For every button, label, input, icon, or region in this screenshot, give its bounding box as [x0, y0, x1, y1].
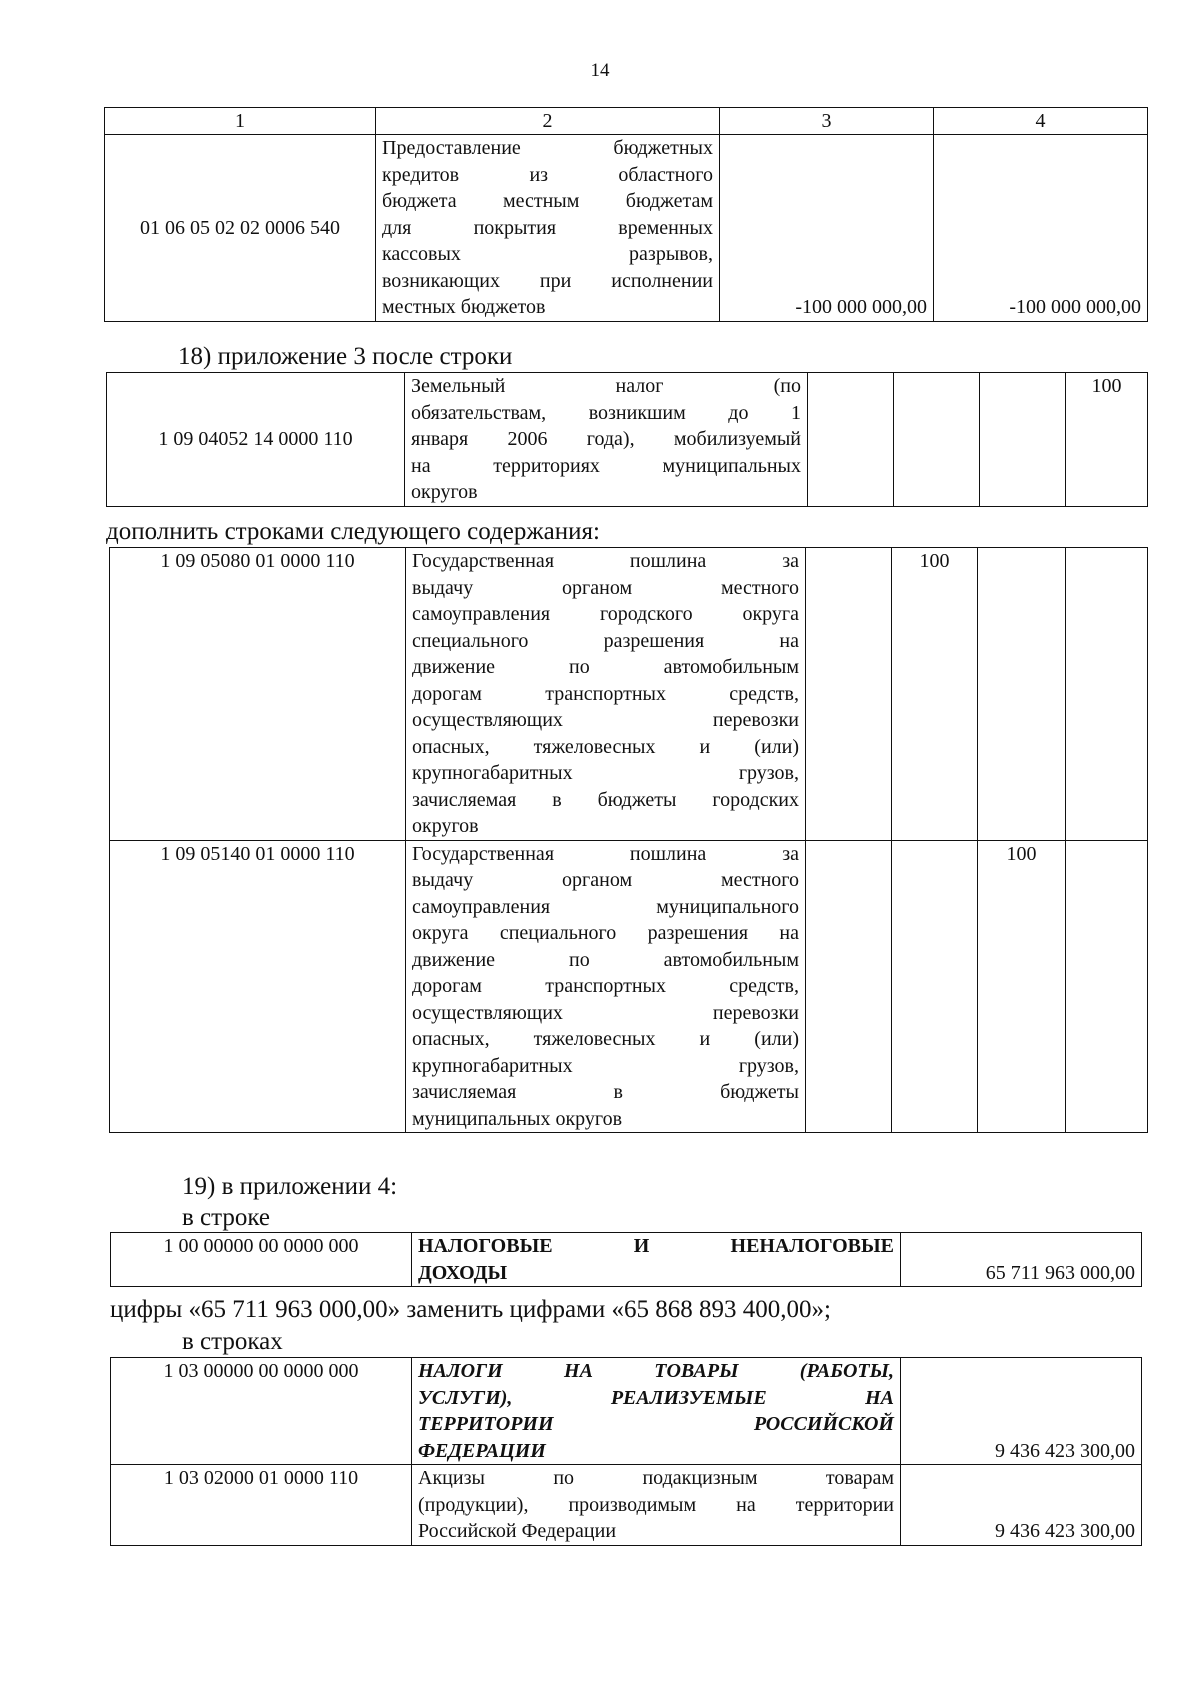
column-header: 2 — [376, 108, 720, 135]
row-description: Государственная пошлина за выдачу органом местного самоуправления городского округа специального разрешения на движение по автомобильным дорогам транспортных средств, осуществляющих перевозки опасных, тяжеловесных и (или) крупногабаритных грузов, зачисляемая в бюджеты городских округов — [406, 548, 806, 841]
table-new-rows — [109, 547, 1148, 1133]
in-row-label: в строке — [182, 1204, 271, 1231]
column-header: 4 — [934, 108, 1148, 135]
value-cell — [806, 840, 892, 1133]
item-18-heading: 18) приложение 3 после строки — [178, 343, 513, 370]
row-description: Акцизы по подакцизным товарам (продукции), производимым на территории Российской Федерации — [412, 1465, 901, 1546]
budget-code: 1 03 00000 00 0000 000 — [111, 1358, 412, 1465]
table-row — [110, 548, 1148, 841]
item-19-heading: 19) в приложении 4: — [182, 1173, 398, 1200]
row-description: НАЛОГИ НА ТОВАРЫ (РАБОТЫ, УСЛУГИ), РЕАЛИЗУЕМЫЕ НА ТЕРРИТОРИИ РОССИЙСКОЙ ФЕДЕРАЦИИ — [412, 1358, 901, 1465]
page-number: 14 — [590, 60, 610, 81]
amount-col3: -100 000 000,00 — [720, 135, 934, 322]
budget-code: 1 00 00000 00 0000 000 — [111, 1233, 412, 1287]
amount-col4: -100 000 000,00 — [934, 135, 1148, 322]
value-cell — [808, 373, 894, 507]
table-row — [111, 1358, 1142, 1465]
row-description: НАЛОГОВЫЕ И НЕНАЛОГОВЫЕ ДОХОДЫ — [412, 1233, 901, 1287]
amount: 65 711 963 000,00 — [901, 1233, 1142, 1287]
table-row — [107, 373, 1148, 507]
amount: 9 436 423 300,00 — [901, 1465, 1142, 1546]
value-cell: 100 — [1066, 373, 1148, 507]
value-cell — [894, 373, 980, 507]
value-cell — [980, 373, 1066, 507]
table-appendix4-total — [110, 1232, 1142, 1287]
amount: 9 436 423 300,00 — [901, 1358, 1142, 1465]
value-cell — [806, 548, 892, 841]
budget-code: 1 09 05140 01 0000 110 — [110, 840, 406, 1133]
table-appendix3-row — [106, 372, 1148, 507]
replace-instruction: цифры «65 711 963 000,00» заменить цифрами «65 868 893 400,00»; — [110, 1296, 831, 1323]
table-row — [105, 135, 1148, 322]
supplement-heading: дополнить строками следующего содержания: — [106, 518, 600, 545]
table-row — [111, 1233, 1142, 1287]
row-description: Государственная пошлина за выдачу органом местного самоуправления муниципального округа специального разрешения на движение по автомобильным дорогам транспортных средств, осуществляющих перевозки опасных, тяжеловесных и (или) крупногабаритных грузов, зачисляемая в бюджеты муниципальных округов — [406, 840, 806, 1133]
value-cell — [892, 840, 978, 1133]
table-appendix4-rows — [110, 1357, 1142, 1546]
value-cell: 100 — [978, 840, 1066, 1133]
column-header: 1 — [105, 108, 376, 135]
value-cell: 100 — [892, 548, 978, 841]
value-cell — [1066, 840, 1148, 1133]
column-header: 3 — [720, 108, 934, 135]
table-source-financing — [104, 107, 1148, 322]
budget-code: 1 09 05080 01 0000 110 — [110, 548, 406, 841]
value-cell — [1066, 548, 1148, 841]
table-row — [111, 1465, 1142, 1546]
budget-code: 1 09 04052 14 0000 110 — [107, 373, 405, 507]
budget-code: 01 06 05 02 02 0006 540 — [105, 135, 376, 322]
row-description: Земельный налог (по обязательствам, возникшим до 1 января 2006 года), мобилизуемый на территориях муниципальных округов — [405, 373, 808, 507]
table-header-row — [105, 108, 1148, 135]
value-cell — [978, 548, 1066, 841]
budget-code: 1 03 02000 01 0000 110 — [111, 1465, 412, 1546]
table-row — [110, 840, 1148, 1133]
row-description: Предоставление бюджетных кредитов из областного бюджета местным бюджетам для покрытия временных кассовых разрывов, возникающих при исполнении местных бюджетов — [376, 135, 720, 322]
in-rows-label: в строках — [182, 1328, 283, 1355]
